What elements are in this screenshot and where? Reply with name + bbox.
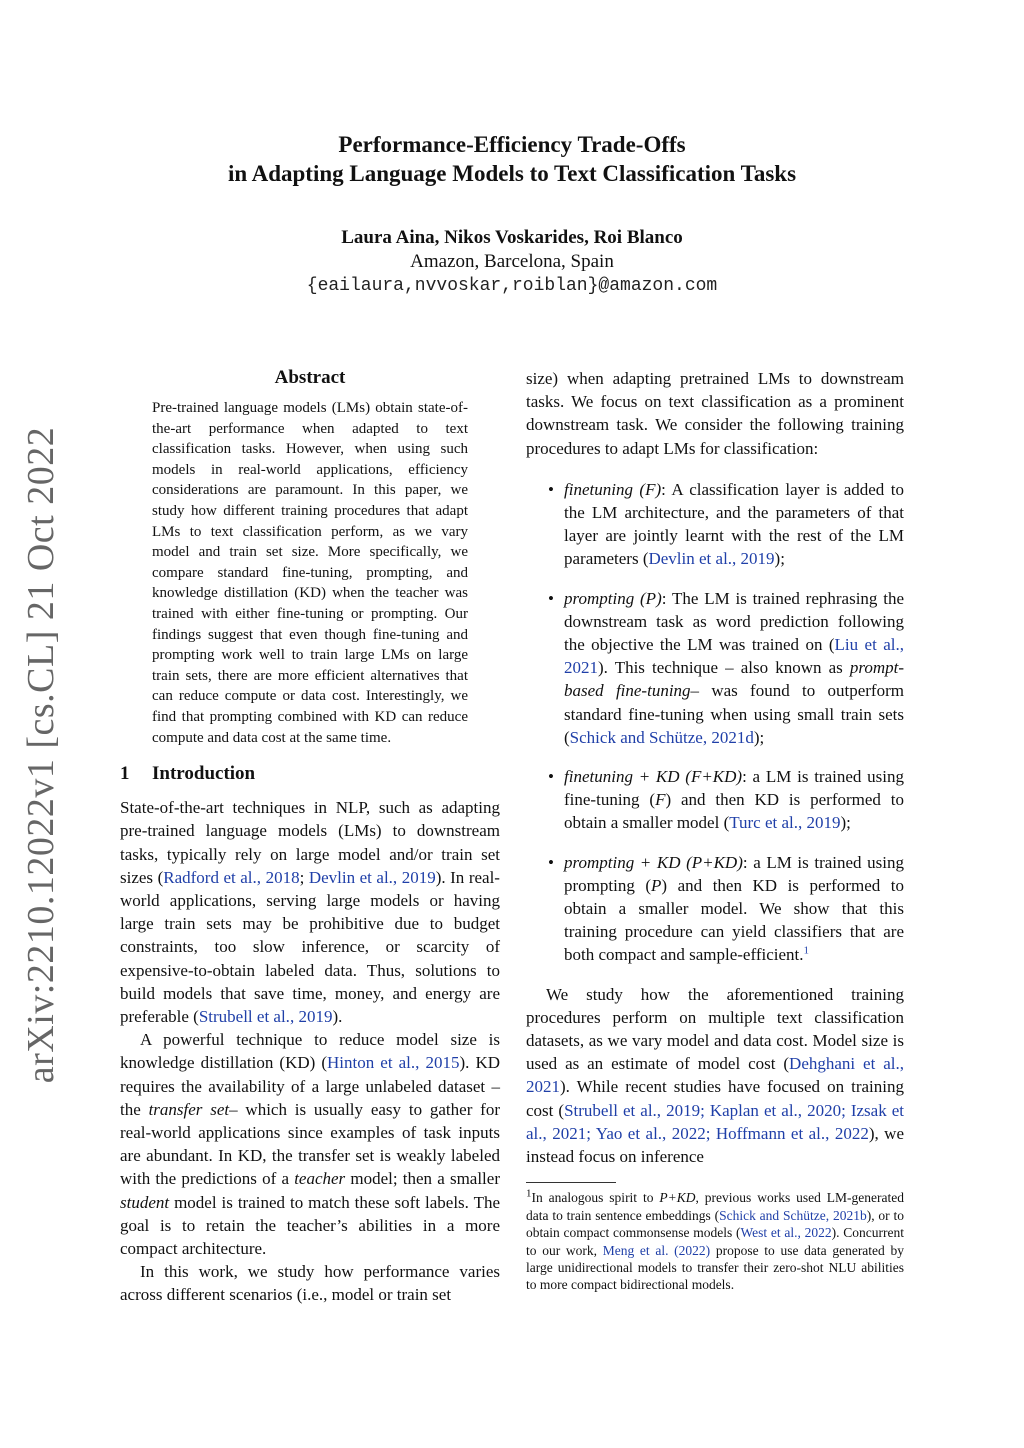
term: prompting + KD (P+KD)	[564, 852, 743, 872]
text: In analogous spirit to	[531, 1190, 660, 1206]
citation-devlin[interactable]: Devlin et al., 2019	[308, 867, 436, 887]
right-paragraph-1: size) when adapting pretrained LMs to downstream tasks. We focus on text classification as a prominent downstream task. We consider the following training procedures to adapt LMs for classification:	[526, 369, 904, 458]
bullet-icon: •	[548, 479, 554, 499]
list-item	[526, 587, 904, 749]
cite-text: Hinton et al.	[327, 1053, 416, 1073]
text: );	[840, 813, 851, 833]
text: We study how the aforementioned training procedures perform on multiple text classification datasets, as we vary model and data cost. Model size is used as an estimate of model cost (	[526, 984, 904, 1074]
title-block	[120, 130, 904, 298]
citation-turc[interactable]: Turc et al., 2019	[729, 813, 841, 833]
text: – was found to outperform standard fine-tuning when using small train sets (	[564, 681, 904, 747]
cite-year: 2019	[740, 549, 775, 569]
list-item	[526, 765, 904, 835]
emphasis: P	[651, 875, 662, 895]
cite-year: 2019	[298, 1006, 333, 1026]
citation-radford[interactable]: Radford et al., 2018	[163, 867, 300, 887]
emphasis: teacher	[294, 1169, 346, 1189]
citation-schick[interactable]: Schick and Schütze, 2021d	[569, 727, 754, 747]
citation-dehghani[interactable]: Dehghani et al., 2021	[526, 1054, 904, 1097]
emphasis: transfer set	[148, 1099, 230, 1119]
citation-strubell[interactable]: Strubell et al., 2019	[198, 1006, 333, 1026]
text: ). While recent studies have focused on training cost (	[526, 1077, 904, 1120]
text: ) and then KD is performed to obtain a smaller model (	[564, 790, 904, 833]
title-line-1: Performance-Efficiency Trade-Offs	[338, 132, 686, 157]
term: finetuning + KD (F+KD)	[564, 767, 743, 787]
text: A powerful technique to reduce model size is knowledge distillation (KD) (	[120, 1030, 500, 1073]
cite-year: 2018	[265, 867, 300, 887]
paper-title	[120, 130, 904, 188]
text: : a LM is trained using prompting (	[564, 852, 904, 895]
arxiv-stamp	[12, 426, 70, 1084]
citation-meng[interactable]: Meng et al. (2022)	[602, 1242, 711, 1258]
footnote-1	[526, 1189, 904, 1293]
cite-year: 2021	[564, 658, 598, 678]
text: );	[753, 727, 765, 747]
cite-text: Turc et al.	[729, 813, 799, 833]
text: ), or to obtain compact commonsense models (	[526, 1207, 904, 1241]
cite-year: 2021	[526, 1077, 560, 1097]
intro-paragraph-1: State-of-the-art techniques in NLP, such as adapting pre-trained language models (LMs) to downstream tasks, typically rely on large model and/or train set sizes (Radford et al., 2018; Devlin et al., 2019). In real-world applications, serving large models or having large train sets may be prohibitive due to budget constraints, too slow inference, or scarcity of expensive-to-obtain labeled data. Thus, solutions to build models that save time, money, and energy are preferable (Strubell et al., 2019).	[120, 798, 500, 1026]
cite-text: Schick and Schütze	[569, 727, 703, 747]
text: : a LM is trained using fine-tuning (	[564, 767, 904, 810]
text: ). KD requires the availability of a large unlabeled dataset –the	[120, 1053, 501, 1119]
intro-paragraph-2	[120, 1028, 500, 1260]
arxiv-identifier: arXiv:2210.12022v1 [cs.CL] 21 Oct 2022	[20, 426, 62, 1084]
citation-liu[interactable]: Liu et al., 2021	[564, 635, 904, 678]
footnote-marker[interactable]: 1	[803, 944, 809, 957]
citation-devlin[interactable]: Devlin et al., 2019	[648, 549, 775, 569]
cite-year: 2015	[425, 1053, 460, 1073]
emphasis: P+KD	[659, 1190, 696, 1206]
text: ). This technique – also known as	[598, 658, 850, 678]
cite-text: Dehghani et al.	[789, 1054, 900, 1074]
intro-paragraph-3: In this work, we study how performance varies across different scenarios (i.e., model or train set	[120, 1262, 500, 1305]
citation-list[interactable]: Strubell et al., 2019; Kaplan et al., 2020; Izsak et al., 2021; Yao et al., 2022; Hoffmann et al., 2022	[526, 1100, 905, 1143]
emphasis: student	[120, 1192, 170, 1212]
list-item	[526, 478, 904, 571]
training-procedures-list	[526, 478, 904, 967]
text: , previous works used LM-generated data to train sentence embeddings (	[526, 1190, 904, 1223]
email: {eailaura,nvvoskar,roiblan}@amazon.com	[306, 276, 718, 296]
abstract-text: Pre-trained language models (LMs) obtain state-of-the-art performance when adapted to text classification tasks. However, when using such models in real-world applications, efficiency considerations are paramount. In this paper, we study how different training procedures that adapt LMs to text classification perform, as we vary model and train set size. More specifically, we compare standard fine-tuning, prompting, and knowledge distillation (KD) when the teacher was trained with either fine-tuning or prompting. Our findings suggest that even though fine-tuning and prompting work well to train large LMs on large train sets, there are more efficient alternatives that can reduce compute or data cost. Interestingly, we find that prompting combined with KD can reduce compute and data cost at the same time.	[152, 400, 468, 746]
footnote-number: 1	[526, 1187, 532, 1200]
citation-west[interactable]: West et al., 2022	[740, 1225, 832, 1241]
bullet-icon: •	[548, 767, 554, 787]
term: finetuning (F)	[564, 479, 662, 499]
list-item	[526, 851, 904, 967]
text: ). In real-world applications, serving large models or having large train sets may be prohibitive due to budget constraints, too slow inference, or scarcity of expensive-to-obtain labeled data. Thus, solutions to build models that save time, money, and energy are preferable (	[120, 867, 500, 1026]
section-heading-introduction	[120, 762, 500, 786]
footnote-divider	[526, 1182, 616, 1183]
section-number: 1	[120, 763, 130, 785]
text: ). Concurrent to our work,	[526, 1225, 904, 1258]
left-column	[120, 366, 500, 1307]
cite-year: 2021d	[711, 727, 754, 747]
text: – which is usually easy to gather for real-world applications since examples of task inputs are abundant. In KD, the transfer set is weakly labeled with the predictions of a	[120, 1099, 500, 1189]
cite-text: Devlin et al.	[308, 867, 393, 887]
cite-text: Liu et al.	[834, 635, 900, 655]
term: prompting (P)	[564, 588, 662, 608]
citation-schick-2021b[interactable]: Schick and Schütze, 2021b	[719, 1207, 867, 1223]
text: : A classification layer is added to the LM architecture, and the parameters of that layer are jointly learnt with the rest of the LM parameters (	[564, 479, 904, 569]
bullet-icon: •	[548, 588, 554, 608]
text: ).	[332, 1006, 343, 1026]
text: model is trained to match these soft labels. The goal is to retain the teacher’s abilities in a more compact architecture.	[120, 1192, 500, 1258]
affiliation: Amazon, Barcelona, Spain	[410, 251, 614, 272]
cite-text: Devlin et al.	[648, 549, 733, 569]
bullet-icon: •	[548, 852, 554, 872]
text: model; then a smaller	[345, 1169, 500, 1189]
text: propose to use data generated by large unidirectional models to transfer their zero-shot NLU abilities to more compact bidirectional models.	[526, 1242, 904, 1293]
right-paragraph-2	[526, 983, 904, 1169]
emphasis: F	[655, 790, 666, 810]
text: ) and then KD is performed to obtain a smaller model. We show that this training procedure can yield classifiers that are both compact and sample-efficient.	[564, 875, 904, 965]
cite-year: 2019	[401, 867, 436, 887]
right-column	[526, 367, 904, 1294]
text: State-of-the-art techniques in NLP, such as adapting pre-trained language models (LMs) to downstream tasks, typically rely on large model and/or train set sizes (	[120, 798, 500, 887]
cite-text: Strubell et al.	[198, 1006, 290, 1026]
abstract-heading: Abstract	[274, 367, 346, 388]
cite-text: Radford et al.	[163, 867, 257, 887]
emphasis: prompt-based fine-tuning	[564, 658, 904, 701]
citation-hinton[interactable]: Hinton et al., 2015	[327, 1053, 460, 1073]
section-title: Introduction	[152, 763, 256, 785]
text: );	[774, 549, 785, 569]
text: ), we instead focus on inference	[526, 1123, 905, 1167]
authors: Laura Aina, Nikos Voskarides, Roi Blanco	[341, 227, 683, 248]
cite-year: 2019	[806, 813, 841, 833]
text: : The LM is trained rephrasing the downstream task as word prediction following the objective the LM was trained on (	[564, 588, 904, 655]
title-line-2: in Adapting Language Models to Text Classification Tasks	[227, 161, 797, 186]
